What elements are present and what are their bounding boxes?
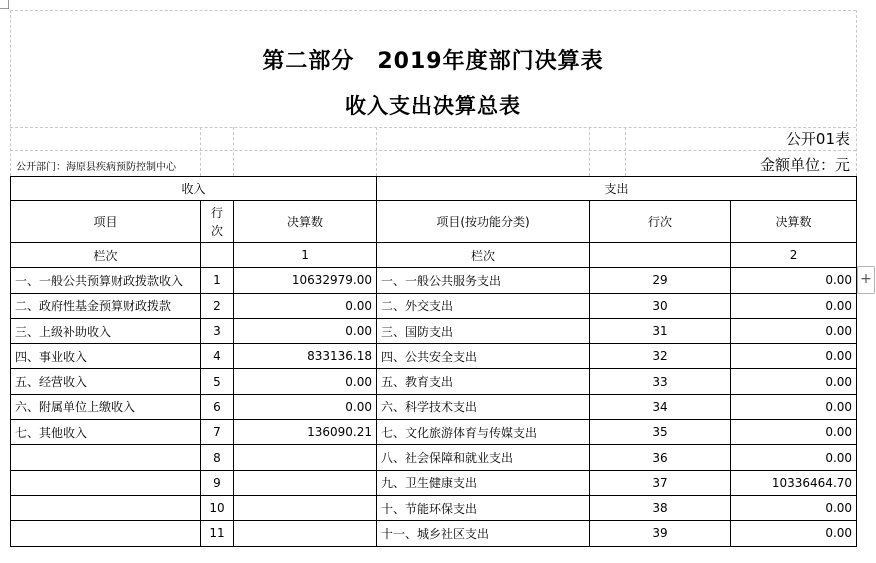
header-row-columns [11,201,857,243]
income-item-cell[interactable]: 四、事业收入 [11,344,201,369]
report-title: 第二部分 2019年度部门决算表 [262,49,604,74]
col-amount-header[interactable]: 决算数 [234,201,377,243]
table-title: 收入支出决算总表 [345,94,521,118]
income-amount-cell[interactable]: 0.00 [234,369,377,394]
expense-line-cell[interactable]: 33 [590,369,731,394]
expense-item-cell[interactable]: 八、社会保障和就业支出 [377,445,590,470]
expense-line-cell[interactable]: 35 [590,420,731,445]
expense-item-cell[interactable]: 十、节能环保支出 [377,495,590,520]
income-item-cell[interactable]: 二、政府性基金预算财政拨款 [11,293,201,318]
expense-item-cell[interactable]: 五、教育支出 [377,369,590,394]
expense-item-cell[interactable]: 九、卫生健康支出 [377,470,590,495]
add-sheet-button[interactable]: + [857,266,875,294]
income-amount-cell[interactable]: 0.00 [234,318,377,343]
income-header[interactable]: 收入 [11,177,377,201]
income-amount-cell[interactable] [234,445,377,470]
expense-amount-cell[interactable]: 0.00 [731,293,857,318]
income-item-cell[interactable] [11,445,201,470]
gridline [10,150,856,151]
income-line-cell[interactable]: 1 [201,268,234,293]
expense-line-cell[interactable]: 36 [590,445,731,470]
expense-line-cell[interactable]: 31 [590,318,731,343]
column-number-row [11,243,857,268]
gridline [233,127,234,176]
expense-item-cell[interactable]: 二、外交支出 [377,293,590,318]
header-row-sections [11,177,857,201]
table-row [11,318,857,343]
income-item-cell[interactable]: 一、一般公共预算财政拨款收入 [11,268,201,293]
unit-label: 金额单位：元 [759,156,850,174]
table-row [11,445,857,470]
empty-cell[interactable] [201,243,234,268]
expense-amount-cell[interactable]: 0.00 [731,495,857,520]
income-amount-cell[interactable]: 10632979.00 [234,268,377,293]
gridline [589,127,590,176]
expense-header[interactable]: 支出 [377,177,857,201]
income-amount-cell[interactable]: 833136.18 [234,344,377,369]
col-line-header-2[interactable]: 行次 [590,201,731,243]
expense-amount-cell[interactable]: 0.00 [731,344,857,369]
expense-amount-cell[interactable]: 0.00 [731,521,857,546]
gridline [856,10,857,176]
income-expense-table [10,176,857,547]
expense-amount-cell[interactable]: 0.00 [731,394,857,419]
expense-item-cell[interactable]: 三、国防支出 [377,318,590,343]
income-line-cell[interactable]: 10 [201,495,234,520]
income-line-cell[interactable]: 9 [201,470,234,495]
income-item-cell[interactable]: 六、附属单位上缴收入 [11,394,201,419]
expense-line-cell[interactable]: 32 [590,344,731,369]
empty-cell[interactable] [590,243,731,268]
column-number-1[interactable]: 1 [234,243,377,268]
expense-item-cell[interactable]: 一、一般公共服务支出 [377,268,590,293]
income-amount-cell[interactable] [234,521,377,546]
table-row [11,495,857,520]
expense-amount-cell[interactable]: 0.00 [731,445,857,470]
table-row [11,470,857,495]
gridline [625,127,626,176]
gridline [10,127,856,128]
expense-amount-cell[interactable]: 0.00 [731,420,857,445]
expense-amount-cell[interactable]: 0.00 [731,318,857,343]
expense-item-cell[interactable]: 七、文化旅游体育与传媒支出 [377,420,590,445]
expense-line-cell[interactable]: 34 [590,394,731,419]
income-line-cell[interactable]: 4 [201,344,234,369]
expense-amount-cell[interactable]: 0.00 [731,268,857,293]
column-row-label[interactable]: 栏次 [11,243,201,268]
income-line-cell[interactable]: 11 [201,521,234,546]
expense-item-cell[interactable]: 十一、城乡社区支出 [377,521,590,546]
table-row [11,268,857,293]
table-row [11,420,857,445]
expense-line-cell[interactable]: 37 [590,470,731,495]
expense-line-cell[interactable]: 30 [590,293,731,318]
gridline [10,10,856,11]
income-line-cell[interactable]: 7 [201,420,234,445]
income-item-cell[interactable] [11,521,201,546]
column-number-2[interactable]: 2 [731,243,857,268]
gridline [376,127,377,176]
table-row [11,369,857,394]
column-row-label-2[interactable]: 栏次 [377,243,590,268]
income-item-cell[interactable]: 七、其他收入 [11,420,201,445]
table-row [11,293,857,318]
table-row [11,521,857,546]
table-row [11,394,857,419]
expense-item-cell[interactable]: 六、科学技术支出 [377,394,590,419]
income-line-cell[interactable]: 2 [201,293,234,318]
table-row [11,344,857,369]
income-amount-cell[interactable]: 0.00 [234,293,377,318]
col-func-item-header[interactable]: 项目(按功能分类) [377,201,590,243]
income-line-cell[interactable]: 5 [201,369,234,394]
income-line-cell[interactable]: 6 [201,394,234,419]
expense-item-cell[interactable]: 四、公共安全支出 [377,344,590,369]
income-amount-cell[interactable]: 0.00 [234,394,377,419]
income-amount-cell[interactable]: 136090.21 [234,420,377,445]
income-item-cell[interactable]: 五、经营收入 [11,369,201,394]
col-amount-header-2[interactable]: 决算数 [731,201,857,243]
form-code: 公开01表 [785,130,850,148]
gridline [200,127,201,176]
expense-line-cell[interactable]: 38 [590,495,731,520]
income-item-cell[interactable] [11,470,201,495]
sheet-corner[interactable] [0,0,9,9]
expense-amount-cell[interactable]: 10336464.70 [731,470,857,495]
income-item-cell[interactable]: 三、上级补助收入 [11,318,201,343]
income-line-cell[interactable]: 8 [201,445,234,470]
col-line-header[interactable]: 行次 [201,201,234,243]
expense-amount-cell[interactable]: 0.00 [731,369,857,394]
expense-line-cell[interactable]: 29 [590,268,731,293]
income-line-cell[interactable]: 3 [201,318,234,343]
spreadsheet-page [10,10,856,550]
income-amount-cell[interactable] [234,470,377,495]
income-item-cell[interactable] [11,495,201,520]
department-label: 公开部门：海原县疾病预防控制中心 [16,162,176,173]
col-item-header[interactable]: 项目 [11,201,201,243]
expense-line-cell[interactable]: 39 [590,521,731,546]
income-amount-cell[interactable] [234,495,377,520]
